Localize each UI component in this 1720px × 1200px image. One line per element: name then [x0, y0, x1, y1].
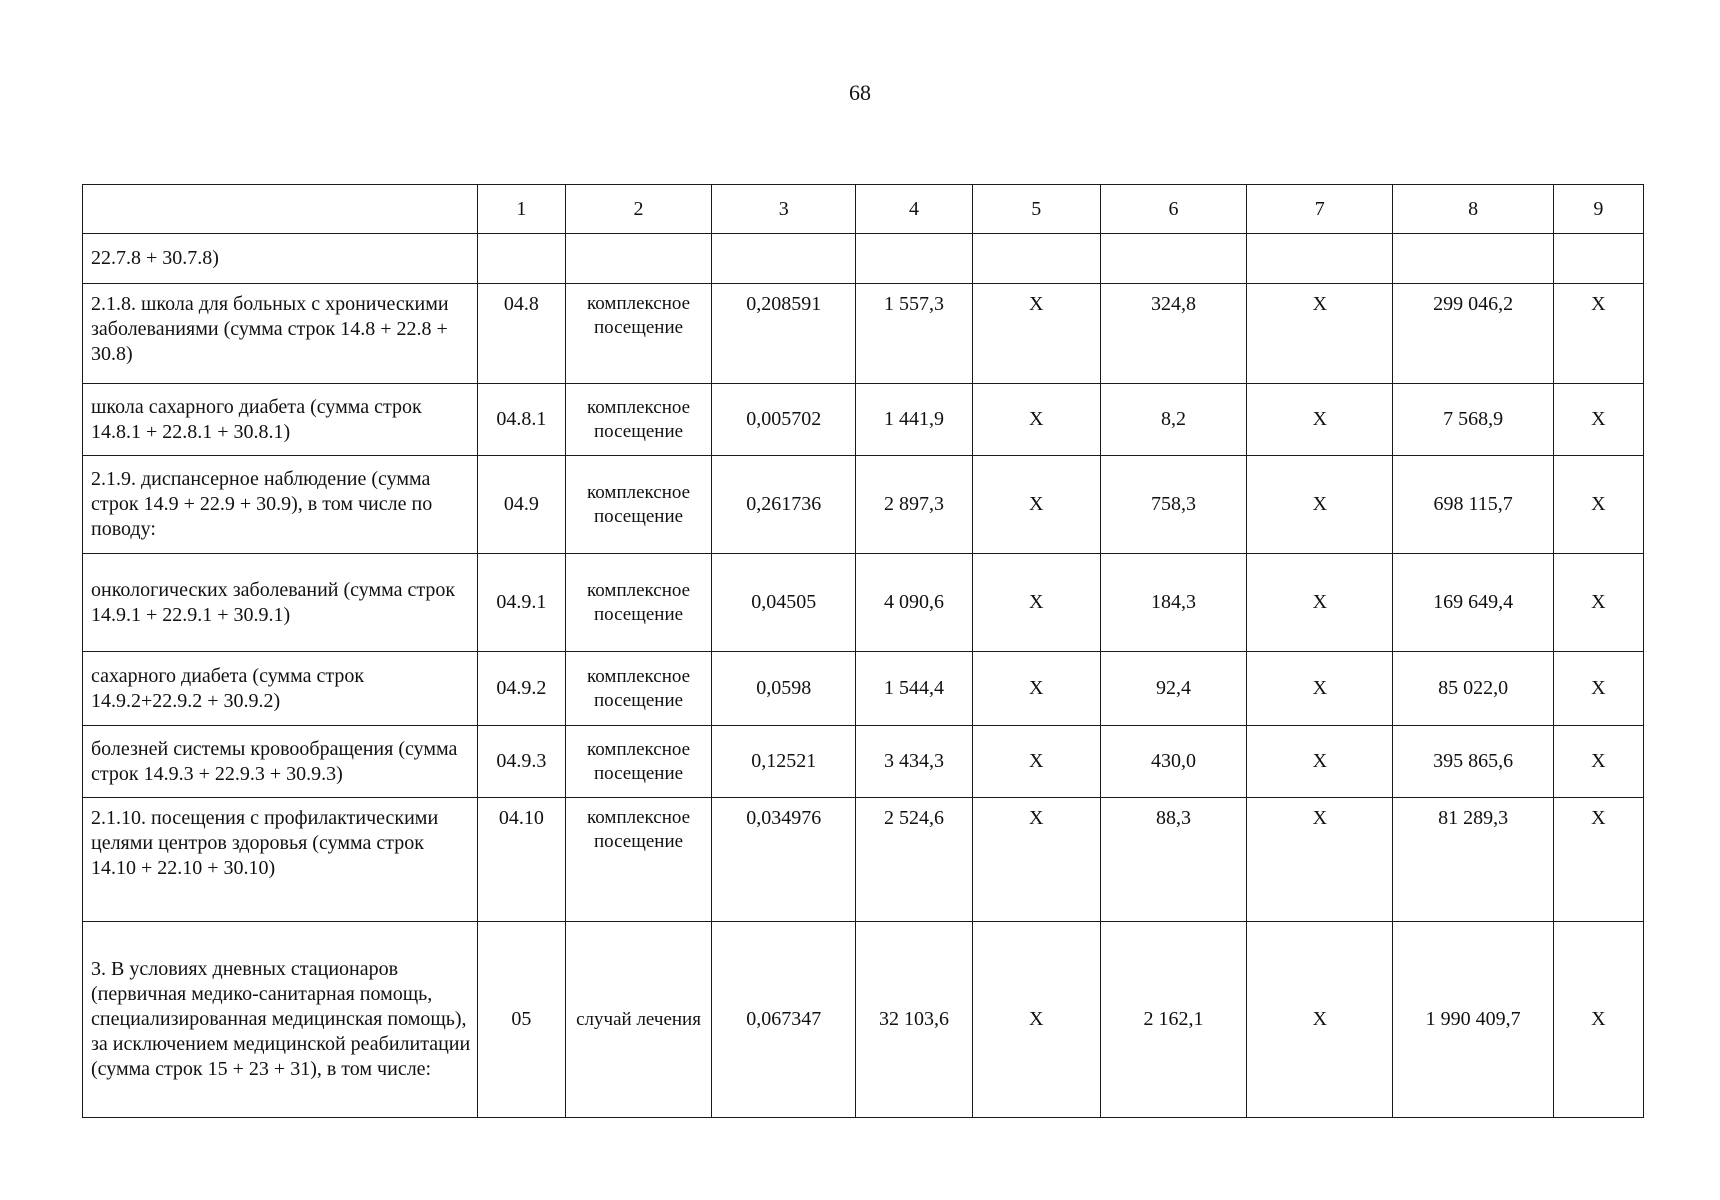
table-row	[83, 456, 1644, 554]
cell-col4: 32 103,6	[856, 922, 972, 1118]
cell-col8: 169 649,4	[1393, 554, 1553, 652]
cell-col5: X	[972, 456, 1100, 554]
page-number: 68	[849, 80, 871, 105]
header-cell: 7	[1247, 185, 1393, 234]
row-description: 2.1.10. посещения с профилактическими целями центров здоровья (сумма строк 14.10 + 22.10 + 30.10)	[83, 798, 478, 922]
cell-col4: 1 441,9	[856, 384, 972, 456]
cell-col6: 8,2	[1100, 384, 1246, 456]
row-code: 04.9.1	[477, 554, 565, 652]
row-code: 04.8.1	[477, 384, 565, 456]
table-row	[83, 652, 1644, 726]
cell-col8: 1 990 409,7	[1393, 922, 1553, 1118]
cell-col4: 1 557,3	[856, 284, 972, 384]
cell-col8: 85 022,0	[1393, 652, 1553, 726]
row-description: 2.1.8. школа для больных с хроническими заболеваниями (сумма строк 14.8 + 22.8 + 30.8)	[83, 284, 478, 384]
cell-col5	[972, 234, 1100, 284]
row-description: болезней системы кровообращения (сумма строк 14.9.3 + 22.9.3 + 30.9.3)	[83, 726, 478, 798]
row-unit: комплексное посещение	[565, 798, 711, 922]
cell-col3: 0,208591	[712, 284, 856, 384]
row-code: 05	[477, 922, 565, 1118]
row-description: 2.1.9. диспансерное наблюдение (сумма строк 14.9 + 22.9 + 30.9), в том числе по поводу:	[83, 456, 478, 554]
cell-col4: 3 434,3	[856, 726, 972, 798]
row-unit: комплексное посещение	[565, 554, 711, 652]
cell-col9: X	[1553, 284, 1643, 384]
cell-col6: 2 162,1	[1100, 922, 1246, 1118]
row-code	[477, 234, 565, 284]
header-cell: 9	[1553, 185, 1643, 234]
cell-col8: 299 046,2	[1393, 284, 1553, 384]
cell-col4: 2 897,3	[856, 456, 972, 554]
cell-col7: X	[1247, 726, 1393, 798]
cell-col5: X	[972, 922, 1100, 1118]
cell-col5: X	[972, 798, 1100, 922]
row-code: 04.8	[477, 284, 565, 384]
table-row	[83, 384, 1644, 456]
row-description: онкологических заболеваний (сумма строк 14.9.1 + 22.9.1 + 30.9.1)	[83, 554, 478, 652]
cell-col8: 395 865,6	[1393, 726, 1553, 798]
cell-col7: X	[1247, 554, 1393, 652]
cell-col9: X	[1553, 922, 1643, 1118]
table-row	[83, 922, 1644, 1118]
row-description: 22.7.8 + 30.7.8)	[83, 234, 478, 284]
table-row	[83, 798, 1644, 922]
cell-col3	[712, 234, 856, 284]
cell-col5: X	[972, 726, 1100, 798]
cell-col3: 0,261736	[712, 456, 856, 554]
row-unit: комплексное посещение	[565, 652, 711, 726]
table-header-row	[83, 185, 1644, 234]
table-row	[83, 234, 1644, 284]
cell-col5: X	[972, 554, 1100, 652]
cell-col8: 81 289,3	[1393, 798, 1553, 922]
cell-col6	[1100, 234, 1246, 284]
cell-col3: 0,12521	[712, 726, 856, 798]
cell-col8	[1393, 234, 1553, 284]
cell-col8: 698 115,7	[1393, 456, 1553, 554]
cell-col7: X	[1247, 652, 1393, 726]
row-code: 04.10	[477, 798, 565, 922]
header-cell: 2	[565, 185, 711, 234]
row-code: 04.9.2	[477, 652, 565, 726]
cell-col9: X	[1553, 798, 1643, 922]
row-code: 04.9	[477, 456, 565, 554]
cell-col7: X	[1247, 798, 1393, 922]
header-cell: 6	[1100, 185, 1246, 234]
cell-col9: X	[1553, 652, 1643, 726]
cell-col9: X	[1553, 456, 1643, 554]
cell-col3: 0,04505	[712, 554, 856, 652]
table-row	[83, 284, 1644, 384]
cell-col4	[856, 234, 972, 284]
cell-col5: X	[972, 384, 1100, 456]
header-cell: 1	[477, 185, 565, 234]
table-row	[83, 726, 1644, 798]
cell-col7: X	[1247, 384, 1393, 456]
header-cell	[83, 185, 478, 234]
cell-col6: 92,4	[1100, 652, 1246, 726]
cell-col6: 430,0	[1100, 726, 1246, 798]
cell-col9: X	[1553, 384, 1643, 456]
cell-col6: 184,3	[1100, 554, 1246, 652]
cell-col6: 88,3	[1100, 798, 1246, 922]
cell-col7: X	[1247, 284, 1393, 384]
cell-col7: X	[1247, 456, 1393, 554]
table-row	[83, 554, 1644, 652]
cell-col4: 4 090,6	[856, 554, 972, 652]
cell-col5: X	[972, 284, 1100, 384]
cell-col6: 324,8	[1100, 284, 1246, 384]
cell-col3: 0,0598	[712, 652, 856, 726]
data-table	[82, 184, 1644, 1118]
header-cell: 8	[1393, 185, 1553, 234]
cell-col6: 758,3	[1100, 456, 1246, 554]
header-cell: 3	[712, 185, 856, 234]
row-unit: комплексное посещение	[565, 726, 711, 798]
cell-col7	[1247, 234, 1393, 284]
row-description: школа сахарного диабета (сумма строк 14.8.1 + 22.8.1 + 30.8.1)	[83, 384, 478, 456]
cell-col4: 2 524,6	[856, 798, 972, 922]
cell-col7: X	[1247, 922, 1393, 1118]
row-unit: случай лечения	[565, 922, 711, 1118]
row-unit: комплексное посещение	[565, 284, 711, 384]
row-description: сахарного диабета (сумма строк 14.9.2+22.9.2 + 30.9.2)	[83, 652, 478, 726]
cell-col3: 0,005702	[712, 384, 856, 456]
header-cell: 5	[972, 185, 1100, 234]
cell-col8: 7 568,9	[1393, 384, 1553, 456]
cell-col3: 0,034976	[712, 798, 856, 922]
cell-col3: 0,067347	[712, 922, 856, 1118]
row-description: 3. В условиях дневных стационаров (первичная медико-санитарная помощь, специализированная медицинская помощь), за исключением медицинской реабилитации (сумма строк 15 + 23 + 31), в том числе:	[83, 922, 478, 1118]
cell-col9	[1553, 234, 1643, 284]
cell-col9: X	[1553, 554, 1643, 652]
row-unit	[565, 234, 711, 284]
row-unit: комплексное посещение	[565, 384, 711, 456]
row-code: 04.9.3	[477, 726, 565, 798]
row-unit: комплексное посещение	[565, 456, 711, 554]
cell-col4: 1 544,4	[856, 652, 972, 726]
cell-col5: X	[972, 652, 1100, 726]
cell-col9: X	[1553, 726, 1643, 798]
header-cell: 4	[856, 185, 972, 234]
